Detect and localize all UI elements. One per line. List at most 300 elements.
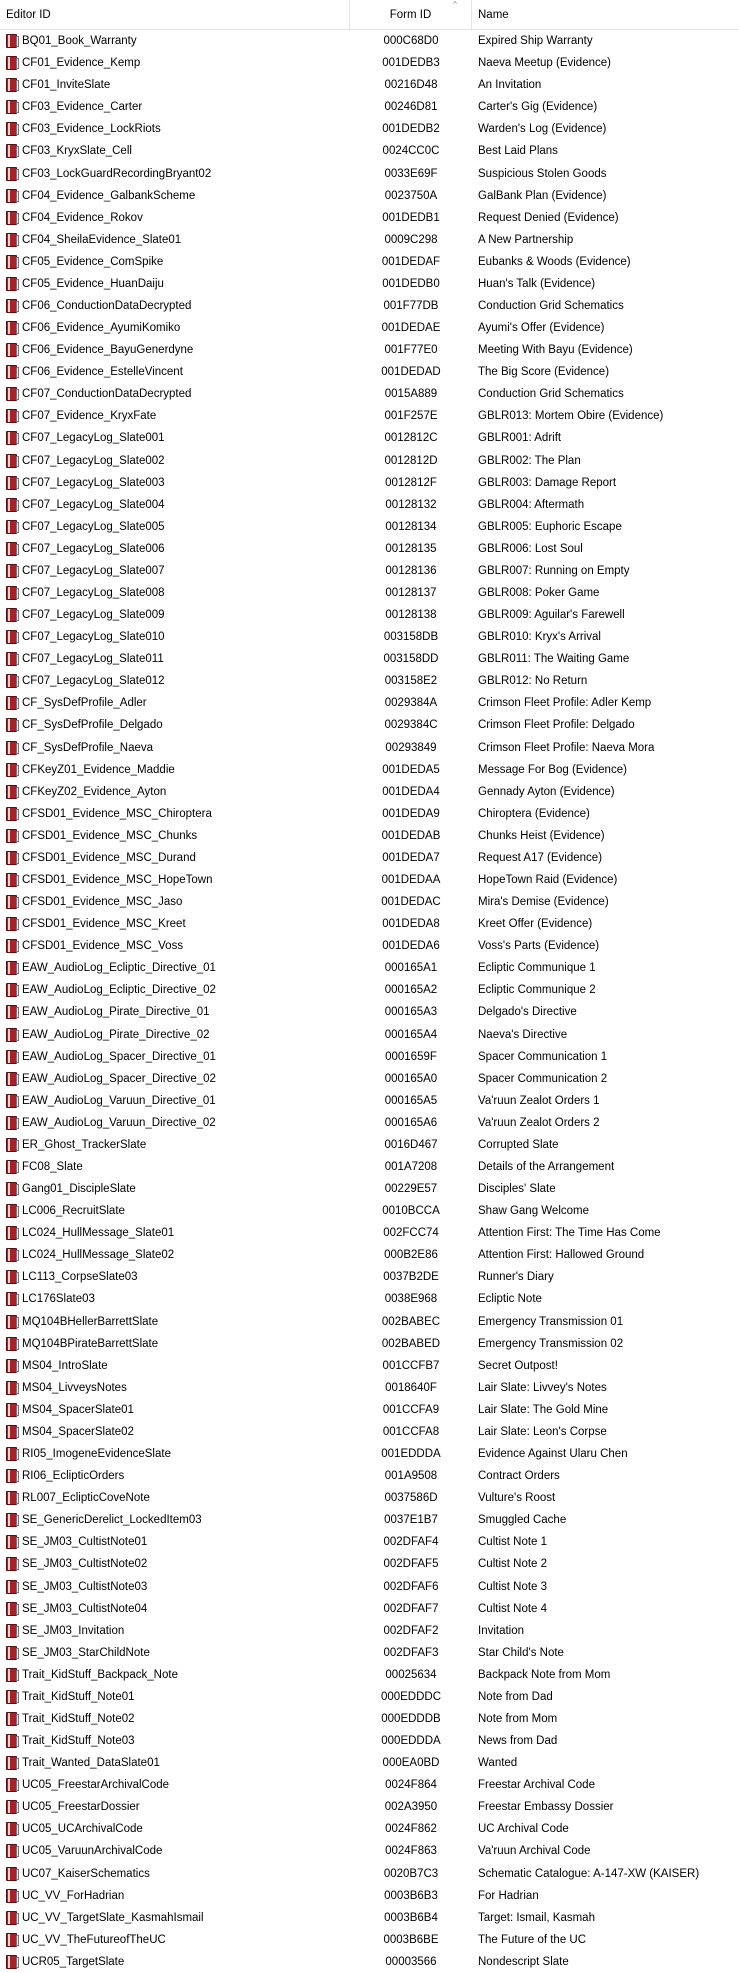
table-row[interactable]: [0, 1531, 739, 1553]
name-cell: A New Partnership: [478, 233, 574, 246]
book-icon: [6, 1557, 19, 1571]
table-row[interactable]: [0, 935, 739, 957]
table-row[interactable]: [0, 648, 739, 670]
book-icon: [6, 1005, 19, 1019]
editor-id-cell: [0, 1933, 350, 1947]
name-cell: GBLR005: Euphoric Escape: [478, 520, 622, 533]
table-row[interactable]: [0, 96, 739, 118]
editor-id-cell: [0, 1535, 350, 1549]
editor-id-cell: [0, 277, 350, 291]
editor-id-text: MS04_SpacerSlate02: [22, 1425, 134, 1438]
name-cell: Note from Dad: [478, 1690, 553, 1703]
editor-id-cell: [0, 1557, 350, 1571]
name-cell: GBLR002: The Plan: [478, 454, 581, 467]
table-row[interactable]: [0, 979, 739, 1001]
table-row[interactable]: [0, 1487, 739, 1509]
book-icon: [6, 1094, 19, 1108]
book-icon: [6, 741, 19, 755]
editor-id-text: UC07_KaiserSchematics: [22, 1867, 150, 1880]
table-row[interactable]: [0, 626, 739, 648]
name-cell: GBLR003: Damage Report: [478, 476, 617, 489]
form-id-cell: 000B2E86: [384, 1249, 438, 1262]
editor-id-cell: [0, 1028, 350, 1042]
table-row[interactable]: [0, 604, 739, 626]
table-row[interactable]: [0, 118, 739, 140]
editor-id-text: CFSD01_Evidence_MSC_Kreet: [22, 918, 186, 931]
name-cell: GalBank Plan (Evidence): [478, 189, 607, 202]
form-id-cell: 00128134: [385, 520, 437, 533]
form-id-cell: 001DEDAF: [381, 255, 441, 268]
form-id-cell: 001DEDA9: [382, 807, 440, 820]
table-row[interactable]: [0, 803, 739, 825]
editor-id-cell: [0, 1513, 350, 1527]
book-icon: [6, 1580, 19, 1594]
table-row[interactable]: [0, 1907, 739, 1929]
form-id-cell: 0003B6BE: [383, 1933, 439, 1946]
table-row[interactable]: [0, 1598, 739, 1620]
table-row[interactable]: [0, 1465, 739, 1487]
editor-id-cell: [0, 100, 350, 114]
name-cell: Crimson Fleet Profile: Naeva Mora: [478, 741, 655, 754]
table-row[interactable]: [0, 1575, 739, 1597]
table-row[interactable]: [0, 825, 739, 847]
table-row[interactable]: [0, 1553, 739, 1575]
table-row[interactable]: [0, 1796, 739, 1818]
name-cell: Emergency Transmission 02: [478, 1337, 624, 1350]
table-row[interactable]: [0, 1443, 739, 1465]
table-row[interactable]: [0, 185, 739, 207]
editor-id-text: CF06_Evidence_AyumiKomiko: [22, 322, 181, 335]
name-cell: Evidence Against Ularu Chen: [478, 1448, 628, 1461]
table-row[interactable]: [0, 1818, 739, 1840]
editor-id-cell: [0, 785, 350, 799]
table-row[interactable]: [0, 140, 739, 162]
form-id-cell: 00025634: [385, 1668, 437, 1681]
name-cell: For Hadrian: [478, 1889, 539, 1902]
table-row[interactable]: [0, 405, 739, 427]
table-row[interactable]: [0, 1885, 739, 1907]
form-id-cell: 0012812C: [384, 432, 438, 445]
editor-id-text: CF06_Evidence_EstelleVincent: [22, 366, 183, 379]
name-cell: Corrupted Slate: [478, 1138, 559, 1151]
table-row[interactable]: [0, 449, 739, 471]
editor-id-text: CF_SysDefProfile_Delgado: [22, 719, 163, 732]
table-row[interactable]: [0, 714, 739, 736]
table-row[interactable]: [0, 1862, 739, 1884]
form-id-cell: 001DEDB2: [382, 123, 440, 136]
editor-id-text: EAW_AudioLog_Spacer_Directive_01: [22, 1050, 216, 1063]
table-row[interactable]: [0, 1708, 739, 1730]
editor-id-cell: [0, 652, 350, 666]
book-icon: [6, 1138, 19, 1152]
name-cell: Cultist Note 2: [478, 1558, 548, 1571]
name-cell: Backpack Note from Mom: [478, 1668, 611, 1681]
editor-id-cell: [0, 1160, 350, 1174]
editor-id-text: CF05_Evidence_ComSpike: [22, 255, 164, 268]
editor-id-cell: [0, 122, 350, 136]
form-id-cell: 001DEDAB: [381, 829, 441, 842]
name-cell: Spacer Communication 1: [478, 1050, 608, 1063]
editor-id-text: FC08_Slate: [22, 1161, 83, 1174]
book-icon: [6, 785, 19, 799]
table-row[interactable]: [0, 1377, 739, 1399]
table-row[interactable]: [0, 1024, 739, 1046]
name-cell: Shaw Gang Welcome: [478, 1205, 590, 1218]
editor-id-cell: [0, 1315, 350, 1329]
book-icon: [6, 1248, 19, 1262]
table-row[interactable]: [0, 1200, 739, 1222]
name-cell: Meeting With Bayu (Evidence): [478, 344, 633, 357]
name-cell: Lair Slate: Livvey's Notes: [478, 1381, 607, 1394]
editor-id-cell: [0, 1778, 350, 1792]
book-icon: [6, 873, 19, 887]
editor-id-cell: [0, 1270, 350, 1284]
form-id-cell: 000165A1: [384, 962, 438, 975]
editor-id-text: CF07_LegacyLog_Slate007: [22, 564, 165, 577]
name-cell: Naeva Meetup (Evidence): [478, 57, 611, 70]
name-cell: Va'ruun Zealot Orders 1: [478, 1094, 600, 1107]
editor-id-text: UC_VV_TargetSlate_KasmahIsmail: [22, 1911, 204, 1924]
editor-id-cell: [0, 939, 350, 953]
form-id-cell: 002FCC74: [383, 1227, 439, 1240]
column-header-label: Form ID: [389, 9, 432, 21]
editor-id-text: CF07_LegacyLog_Slate011: [22, 653, 164, 666]
table-row[interactable]: [0, 1068, 739, 1090]
table-row[interactable]: [0, 1686, 739, 1708]
editor-id-text: CF_SysDefProfile_Adler: [22, 697, 147, 710]
editor-id-cell: [0, 1800, 350, 1814]
editor-id-text: UC_VV_ForHadrian: [22, 1889, 125, 1902]
editor-id-text: CF03_KryxSlate_Cell: [22, 145, 132, 158]
table-row[interactable]: [0, 339, 739, 361]
table-row[interactable]: [0, 1178, 739, 1200]
editor-id-text: RI05_ImogeneEvidenceSlate: [22, 1448, 171, 1461]
table-row[interactable]: [0, 560, 739, 582]
table-row[interactable]: [0, 1288, 739, 1310]
form-id-cell: 0003B6B4: [384, 1911, 438, 1924]
table-row[interactable]: [0, 1156, 739, 1178]
editor-id-cell: [0, 542, 350, 556]
table-row[interactable]: [0, 1421, 739, 1443]
name-cell: Crimson Fleet Profile: Delgado: [478, 719, 635, 732]
table-row[interactable]: [0, 582, 739, 604]
table-row[interactable]: [0, 1244, 739, 1266]
editor-id-cell: [0, 1005, 350, 1019]
editor-id-cell: [0, 1094, 350, 1108]
book-icon: [6, 586, 19, 600]
editor-id-cell: [0, 807, 350, 821]
form-id-cell: 002DFAF5: [383, 1558, 439, 1571]
editor-id-text: CF_SysDefProfile_Naeva: [22, 741, 154, 754]
name-cell: Chiroptera (Evidence): [478, 807, 590, 820]
book-icon: [6, 454, 19, 468]
table-row[interactable]: [0, 251, 739, 273]
editor-id-cell: [0, 409, 350, 423]
editor-id-text: RI06_EclipticOrders: [22, 1470, 125, 1483]
form-id-cell: 001DEDB1: [382, 211, 440, 224]
editor-id-text: CF07_LegacyLog_Slate001: [22, 432, 165, 445]
book-icon: [6, 144, 19, 158]
table-row[interactable]: [0, 1774, 739, 1796]
editor-id-cell: [0, 1403, 350, 1417]
editor-id-text: SE_JM03_CultistNote03: [22, 1580, 148, 1593]
form-id-cell: 0003B6B3: [384, 1889, 438, 1902]
editor-id-text: BQ01_Book_Warranty: [22, 35, 137, 48]
editor-id-cell: [0, 1844, 350, 1858]
editor-id-cell: [0, 387, 350, 401]
table-row[interactable]: [0, 1929, 739, 1951]
table-row[interactable]: [0, 1509, 739, 1531]
book-icon: [6, 1270, 19, 1284]
book-icon: [6, 211, 19, 225]
name-cell: Suspicious Stolen Goods: [478, 167, 607, 180]
name-cell: Schematic Catalogue: A-147-XW (KAISER): [478, 1867, 700, 1880]
editor-id-text: CF07_LegacyLog_Slate006: [22, 542, 165, 555]
table-row[interactable]: [0, 317, 739, 339]
editor-id-text: CF07_ConductionDataDecrypted: [22, 388, 192, 401]
form-id-cell: 0016D467: [384, 1138, 438, 1151]
form-id-cell: 00229E57: [384, 1183, 438, 1196]
form-id-cell: 001F77E0: [384, 344, 438, 357]
name-cell: Expired Ship Warranty: [478, 35, 593, 48]
book-icon: [6, 1226, 19, 1240]
book-icon: [6, 917, 19, 931]
book-icon: [6, 961, 19, 975]
editor-id-cell: [0, 1050, 350, 1064]
editor-id-text: CFSD01_Evidence_MSC_HopeTown: [22, 874, 213, 886]
table-row[interactable]: [0, 1752, 739, 1774]
book-icon: [6, 233, 19, 247]
form-id-cell: 000C68D0: [383, 35, 439, 48]
editor-id-cell: [0, 520, 350, 534]
editor-id-text: CF01_Evidence_Kemp: [22, 57, 141, 70]
editor-id-text: CFSD01_Evidence_MSC_Chunks: [22, 829, 198, 842]
table-row[interactable]: [0, 781, 739, 803]
table-row[interactable]: [0, 1399, 739, 1421]
form-id-cell: 003158DD: [383, 653, 439, 666]
editor-id-text: EAW_AudioLog_Varuun_Directive_01: [22, 1094, 216, 1107]
table-row[interactable]: [0, 1112, 739, 1134]
editor-id-cell: [0, 630, 350, 644]
editor-id-cell: [0, 167, 350, 181]
editor-id-cell: [0, 321, 350, 335]
table-row[interactable]: [0, 1266, 739, 1288]
editor-id-cell: [0, 211, 350, 225]
editor-id-cell: [0, 1248, 350, 1262]
editor-id-text: UC05_UCArchivalCode: [22, 1823, 143, 1836]
table-row[interactable]: [0, 869, 739, 891]
table-row[interactable]: [0, 1620, 739, 1642]
name-cell: Runner's Diary: [478, 1271, 554, 1284]
form-id-cell: 0029384C: [384, 719, 438, 732]
editor-id-text: ER_Ghost_TrackerSlate: [22, 1138, 147, 1151]
editor-id-text: MS04_LivveysNotes: [22, 1381, 127, 1394]
editor-id-cell: [0, 1889, 350, 1903]
book-icon: [6, 807, 19, 821]
editor-id-text: RL007_EclipticCoveNote: [22, 1492, 150, 1505]
editor-id-cell: [0, 343, 350, 357]
editor-id-text: Trait_KidStuff_Note03: [22, 1735, 135, 1748]
table-row[interactable]: [0, 494, 739, 516]
name-cell: Attention First: The Time Has Come: [478, 1227, 661, 1240]
editor-id-text: CF07_LegacyLog_Slate010: [22, 631, 165, 644]
table-row[interactable]: [0, 1046, 739, 1068]
name-cell: Attention First: Hallowed Ground: [478, 1249, 645, 1262]
table-row[interactable]: [0, 913, 739, 935]
form-id-cell: 001F77DB: [383, 299, 439, 312]
editor-id-cell: [0, 56, 350, 70]
name-cell: Lair Slate: The Gold Mine: [478, 1403, 609, 1416]
form-id-cell: 0012812D: [384, 454, 438, 467]
table-row[interactable]: [0, 30, 739, 52]
sort-ascending-icon: ^: [453, 0, 457, 9]
name-cell: GBLR007: Running on Empty: [478, 564, 630, 577]
editor-id-cell: [0, 144, 350, 158]
name-cell: GBLR011: The Waiting Game: [478, 653, 630, 666]
table-row[interactable]: [0, 427, 739, 449]
table-row[interactable]: [0, 1134, 739, 1156]
editor-id-text: MQ104BHellerBarrettSlate: [22, 1315, 159, 1328]
table-row[interactable]: [0, 1951, 739, 1973]
table-row[interactable]: [0, 1222, 739, 1244]
table-row[interactable]: [0, 538, 739, 560]
editor-id-text: CF04_SheilaEvidence_Slate01: [22, 233, 182, 246]
form-id-cell: 001DEDA4: [382, 785, 440, 798]
editor-id-cell: [0, 1204, 350, 1218]
editor-id-text: Gang01_DiscipleSlate: [22, 1183, 136, 1196]
book-icon: [6, 1844, 19, 1858]
table-row[interactable]: [0, 361, 739, 383]
editor-id-text: UC_VV_TheFutureofTheUC: [22, 1933, 166, 1946]
book-icon: [6, 1491, 19, 1505]
form-id-cell: 000EDDDB: [381, 1712, 441, 1725]
form-id-cell: 001DEDAE: [381, 322, 441, 335]
table-row[interactable]: [0, 957, 739, 979]
table-row[interactable]: [0, 207, 739, 229]
form-id-cell: 000EDDDA: [381, 1735, 441, 1748]
book-icon: [6, 34, 19, 48]
table-row[interactable]: [0, 847, 739, 869]
book-icon: [6, 387, 19, 401]
form-id-cell: 000EDDDC: [380, 1690, 442, 1703]
book-icon: [6, 1756, 19, 1770]
editor-id-text: MQ104BPirateBarrettSlate: [22, 1337, 159, 1350]
editor-id-cell: [0, 255, 350, 269]
table-row[interactable]: [0, 1730, 739, 1752]
list-body: [0, 30, 739, 1973]
name-cell: Va'ruun Archival Code: [478, 1845, 591, 1858]
editor-id-text: CF03_Evidence_Carter: [22, 101, 143, 114]
editor-id-cell: [0, 1911, 350, 1925]
editor-id-text: SE_JM03_StarChildNote: [22, 1646, 150, 1659]
name-cell: GBLR013: Mortem Obire (Evidence): [478, 410, 664, 423]
table-row[interactable]: [0, 74, 739, 96]
table-row[interactable]: [0, 1001, 739, 1023]
editor-id-text: LC024_HullMessage_Slate01: [22, 1227, 175, 1240]
table-row[interactable]: [0, 472, 739, 494]
book-icon: [6, 1646, 19, 1660]
form-id-cell: 0024F864: [385, 1779, 437, 1792]
form-id-cell: 0009C298: [384, 233, 438, 246]
editor-id-cell: [0, 1138, 350, 1152]
table-row[interactable]: [0, 670, 739, 692]
form-id-cell: 002DFAF7: [383, 1602, 439, 1615]
editor-id-cell: [0, 983, 350, 997]
table-row[interactable]: [0, 162, 739, 184]
table-row[interactable]: [0, 759, 739, 781]
name-cell: UC Archival Code: [478, 1823, 569, 1836]
table-row[interactable]: [0, 383, 739, 405]
table-row[interactable]: [0, 273, 739, 295]
book-icon: [6, 1690, 19, 1704]
editor-id-text: CF06_Evidence_BayuGenerdyne: [22, 344, 194, 357]
form-id-cell: 00128135: [385, 542, 437, 555]
table-row[interactable]: [0, 692, 739, 714]
table-row[interactable]: [0, 295, 739, 317]
name-cell: Mira's Demise (Evidence): [478, 896, 609, 909]
table-row[interactable]: [0, 1311, 739, 1333]
editor-id-text: UC05_VaruunArchivalCode: [22, 1845, 163, 1858]
name-cell: Target: Ismail, Kasmah: [478, 1911, 595, 1924]
table-row[interactable]: [0, 516, 739, 538]
editor-id-text: SE_JM03_Invitation: [22, 1624, 125, 1637]
name-cell: Ayumi's Offer (Evidence): [478, 322, 605, 335]
book-icon: [6, 122, 19, 136]
table-row[interactable]: [0, 891, 739, 913]
editor-id-cell: [0, 498, 350, 512]
editor-id-text: EAW_AudioLog_Ecliptic_Directive_02: [22, 984, 216, 997]
book-icon: [6, 1800, 19, 1814]
form-id-cell: 00128137: [385, 586, 437, 599]
table-row[interactable]: [0, 1355, 739, 1377]
form-id-cell: 001DEDB3: [382, 57, 440, 70]
column-header-editor-id[interactable]: [0, 0, 350, 30]
column-header-name[interactable]: [453, 0, 739, 30]
form-id-cell: 0024F863: [385, 1845, 437, 1858]
name-cell: Va'ruun Zealot Orders 2: [478, 1116, 600, 1129]
book-icon: [6, 189, 19, 203]
form-id-cell: 000165A5: [384, 1094, 438, 1107]
form-id-cell: 00246D81: [384, 101, 438, 114]
table-row[interactable]: [0, 52, 739, 74]
table-row[interactable]: [0, 1642, 739, 1664]
book-icon: [6, 1028, 19, 1042]
name-cell: GBLR009: Aguilar's Farewell: [478, 609, 625, 622]
table-row[interactable]: [0, 1664, 739, 1686]
editor-id-cell: [0, 34, 350, 48]
table-row[interactable]: [0, 737, 739, 759]
table-row[interactable]: [0, 1840, 739, 1862]
editor-id-text: CFKeyZ01_Evidence_Maddie: [22, 763, 175, 776]
form-id-cell: 0012812F: [385, 476, 437, 489]
table-row[interactable]: [0, 229, 739, 251]
editor-id-text: EAW_AudioLog_Pirate_Directive_01: [22, 1006, 210, 1019]
editor-id-cell: [0, 1646, 350, 1660]
editor-id-cell: [0, 1182, 350, 1196]
book-icon: [6, 1204, 19, 1218]
editor-id-text: SE_GenericDerelict_LockedItem03: [22, 1514, 202, 1527]
table-row[interactable]: [0, 1333, 739, 1355]
table-row[interactable]: [0, 1090, 739, 1112]
book-icon: [6, 1889, 19, 1903]
form-id-cell: 002DFAF4: [383, 1536, 439, 1549]
name-cell: Carter's Gig (Evidence): [478, 101, 598, 114]
book-icon: [6, 696, 19, 710]
editor-id-cell: [0, 696, 350, 710]
book-icon: [6, 542, 19, 556]
book-icon: [6, 365, 19, 379]
form-id-cell: 002BABED: [381, 1337, 441, 1350]
